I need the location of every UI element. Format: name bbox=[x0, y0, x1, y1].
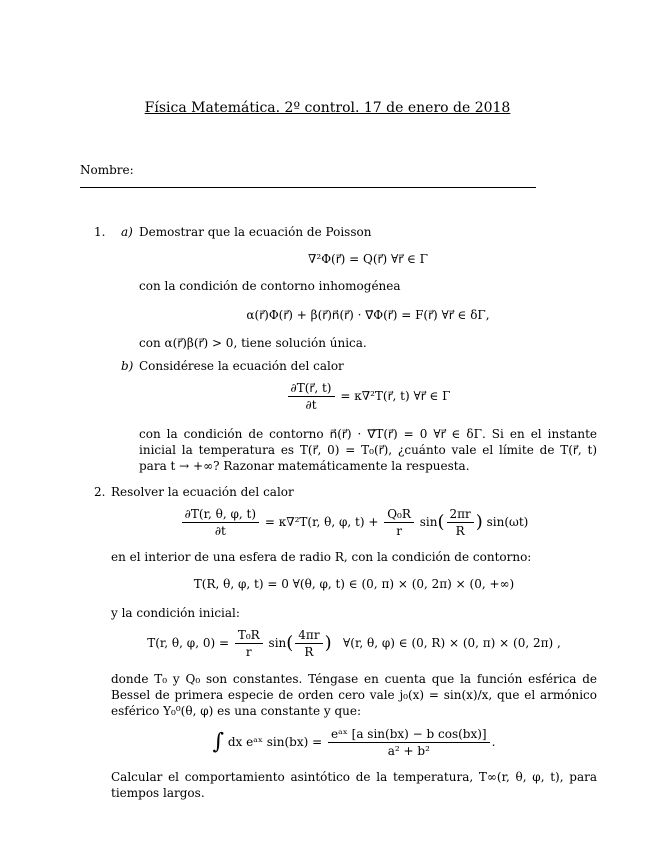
heat-eq-rhs: = κ∇²T(r⃗, t) ∀r⃗ ∈ Γ bbox=[340, 389, 451, 403]
bessel-hint-text: donde T₀ y Q₀ son constantes. Téngase en cuenta que la función esférica de Bessel de primera especie de orden cero vale j₀(x) = sin(x)/x, que el armónico esférico Y₀⁰(θ, φ) es una constante y que: bbox=[111, 672, 597, 718]
source-numerator: Q₀R bbox=[384, 507, 414, 523]
boundary-condition-text: con la condición de contorno inhomogénea bbox=[139, 279, 401, 293]
integral-numerator: eᵃˣ [a sin(bx) − b cos(bx)] bbox=[328, 727, 490, 743]
name-field-line[interactable] bbox=[80, 187, 536, 188]
problem-1b-label: b) bbox=[121, 359, 134, 373]
heat2-numerator: ∂T(r, θ, φ, t) bbox=[182, 507, 259, 523]
heat-eq-fraction bbox=[288, 381, 335, 412]
heat2-denominator: ∂t bbox=[214, 524, 226, 538]
poisson-equation: ∇²Φ(r⃗) = Q(r⃗) ∀r⃗ ∈ Γ bbox=[308, 252, 428, 266]
initial-sin: sin bbox=[268, 636, 287, 650]
initial-condition-text: y la condición inicial: bbox=[111, 606, 240, 620]
source-fraction bbox=[384, 507, 414, 538]
problem-1a-label: a) bbox=[121, 225, 133, 239]
initial-numerator: T₀R bbox=[235, 628, 263, 644]
initial-domain: ∀(r, θ, φ) ∈ (0, R) × (0, π) × (0, 2π) , bbox=[343, 636, 561, 650]
initial-sin-arg bbox=[295, 628, 322, 659]
boundary-condition-equation: T(R, θ, φ, t) = 0 ∀(θ, φ, t) ∈ (0, π) × (0, 2π) × (0, +∞) bbox=[193, 577, 515, 591]
initial-fraction bbox=[235, 628, 263, 659]
initial-sin-numerator: 4πr bbox=[295, 628, 322, 644]
heat-equation-2: $\frac{\partial T(r, \theta, \varphi, t)}{\partial t}$ = κ∇²T(r, θ, φ, t) + $\frac{\text{Q₀R}}{r}$ sin( $\frac{2\pi r}{R}$ ) sin(ωt) bbox=[111, 507, 597, 538]
problem-2-text: Resolver la ecuación del calor bbox=[111, 485, 294, 499]
sin-arg-denominator: R bbox=[455, 524, 465, 538]
integral-denominator: a² + b² bbox=[387, 744, 430, 758]
integral-lhs: dx eᵃˣ sin(bx) = bbox=[227, 735, 323, 749]
heat2-fraction bbox=[182, 507, 259, 538]
heat2-middle: = κ∇²T(r, θ, φ, t) + bbox=[264, 515, 379, 529]
problem-1-number: 1. bbox=[94, 225, 106, 239]
sin-arg-fraction bbox=[447, 507, 474, 538]
time-factor: sin(ωt) bbox=[486, 515, 529, 529]
uniqueness-text: con α(r⃗)β(r⃗) > 0, tiene solución única. bbox=[139, 336, 367, 350]
name-label: Nombre: bbox=[80, 163, 134, 177]
initial-sin-denominator: R bbox=[304, 645, 314, 659]
problem-2-number: 2. bbox=[94, 485, 106, 499]
problem-1a-text: Demostrar que la ecuación de Poisson bbox=[139, 225, 372, 239]
heat-equation-1b bbox=[139, 381, 597, 412]
sphere-condition-text: en el interior de una esfera de radio R, con la condición de contorno: bbox=[111, 550, 532, 564]
inhomogeneous-condition-equation: α(r⃗)Φ(r⃗) + β(r⃗)n⃗(r⃗) · ∇⃗Φ(r⃗) = F(r⃗) ∀r⃗ ∈ δΓ, bbox=[246, 308, 490, 322]
initial-lhs: T(r, θ, φ, 0) = bbox=[147, 636, 230, 650]
initial-condition-equation: T(r, θ, φ, 0) = $\frac{\text{T₀R}}{r}$ sin( $\frac{4\pi r}{R}$ ) ∀(r, θ, φ) ∈ (0, R) × (0, π) × (0, 2π) , bbox=[147, 628, 561, 659]
source-denominator: r bbox=[396, 524, 402, 538]
initial-denominator: r bbox=[245, 645, 252, 659]
page-title: Física Matemática. 2º control. 17 de enero de 2018 bbox=[144, 100, 511, 116]
integral-equation: ∫ dx eᵃˣ sin(bx) = $\frac{\text{eᵃˣ [a sin(bx) − b cos(bx)]}}{\text{a² + b²}}$ . bbox=[212, 727, 496, 758]
problem-1b-text: Considérese la ecuación del calor bbox=[139, 359, 344, 373]
sin-function: sin bbox=[419, 515, 438, 529]
asymptotic-question: Calcular el comportamiento asintótico de la temperatura, T∞(r, θ, φ, t), para tiempos largos. bbox=[111, 770, 597, 800]
integral-fraction bbox=[328, 727, 490, 758]
sin-arg-numerator: 2πr bbox=[447, 507, 474, 523]
heat-eq-numerator: ∂T(r⃗, t) bbox=[288, 381, 335, 397]
heat-eq-denominator: ∂t bbox=[305, 398, 317, 412]
integral-sign-icon: ∫ bbox=[212, 729, 225, 755]
problem-1b-question: con la condición de contorno n⃗(r⃗) · ∇⃗T(r⃗) = 0 ∀r⃗ ∈ δΓ. Si en el instante inicial la temperatura es T(r⃗, 0) = T₀(r⃗), ¿cuánto vale el límite de T(r⃗, t) para t → +∞? Razonar matemáticamente la respuesta. bbox=[139, 427, 597, 473]
